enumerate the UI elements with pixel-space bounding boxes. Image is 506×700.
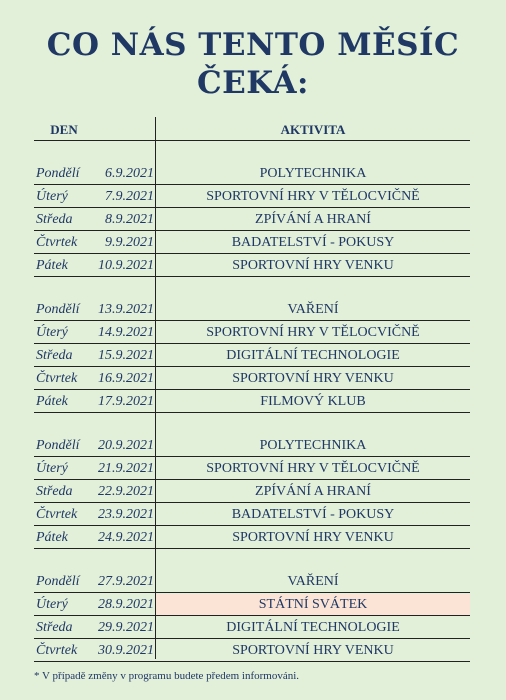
day-name: Středa — [36, 484, 73, 499]
title-line-1: CO NÁS TENTO MĚSÍC — [46, 27, 460, 63]
date: 21.9.2021 — [98, 461, 154, 476]
date: 17.9.2021 — [98, 394, 154, 409]
day-name: Středa — [36, 348, 73, 363]
date: 29.9.2021 — [98, 620, 154, 635]
day-name: Úterý — [36, 325, 68, 340]
day-name: Čtvrtek — [36, 235, 78, 250]
activity: STÁTNÍ SVÁTEK — [156, 594, 470, 615]
activity: POLYTECHNIKA — [259, 438, 367, 453]
date: 6.9.2021 — [105, 166, 154, 181]
activity: FILMOVÝ KLUB — [260, 394, 366, 409]
week-spacer — [34, 277, 470, 298]
header-aktivita: AKTIVITA — [280, 122, 346, 137]
date: 15.9.2021 — [98, 348, 154, 363]
date: 23.9.2021 — [98, 507, 154, 522]
activity: SPORTOVNÍ HRY VENKU — [232, 258, 394, 273]
day-name: Středa — [36, 212, 73, 227]
table-row — [34, 639, 470, 662]
title-line-2: ČEKÁ: — [197, 65, 309, 101]
activity: SPORTOVNÍ HRY VENKU — [232, 371, 394, 386]
activity: VAŘENÍ — [287, 574, 339, 589]
page-title — [0, 26, 506, 102]
table-row-holiday — [34, 593, 470, 616]
activity: POLYTECHNIKA — [259, 166, 367, 181]
day-name: Pondělí — [36, 574, 80, 589]
activity: SPORTOVNÍ HRY V TĚLOCVIČNĚ — [206, 189, 420, 204]
activity: BADATELSTVÍ - POKUSY — [231, 235, 395, 250]
day-name: Čtvrtek — [36, 507, 78, 522]
table-row — [34, 616, 470, 639]
table-row — [34, 162, 470, 185]
date: 16.9.2021 — [98, 371, 154, 386]
day-name: Pátek — [36, 394, 68, 409]
date: 7.9.2021 — [105, 189, 154, 204]
activity: ZPÍVÁNÍ A HRANÍ — [255, 212, 371, 227]
date: 14.9.2021 — [98, 325, 154, 340]
day-name: Pondělí — [36, 166, 80, 181]
table-row — [34, 526, 470, 549]
table-row — [34, 390, 470, 413]
date: 9.9.2021 — [105, 235, 154, 250]
header-den: DEN — [50, 122, 78, 137]
schedule-rows — [34, 141, 470, 662]
day-name: Pátek — [36, 258, 68, 273]
table-row — [34, 344, 470, 367]
table-row — [34, 480, 470, 503]
activity: VAŘENÍ — [287, 302, 339, 317]
day-name: Úterý — [36, 189, 68, 204]
date: 24.9.2021 — [98, 530, 154, 545]
date: 20.9.2021 — [98, 438, 154, 453]
date: 22.9.2021 — [98, 484, 154, 499]
activity: DIGITÁLNÍ TECHNOLOGIE — [226, 348, 400, 363]
date: 13.9.2021 — [98, 302, 154, 317]
table-row — [34, 298, 470, 321]
activity: SPORTOVNÍ HRY V TĚLOCVIČNĚ — [206, 325, 420, 340]
footnote: * V případě změny v programu budete předem informováni. — [34, 670, 300, 682]
date: 27.9.2021 — [98, 574, 154, 589]
activity: SPORTOVNÍ HRY V TĚLOCVIČNĚ — [206, 461, 420, 476]
day-name: Pondělí — [36, 438, 80, 453]
date: 28.9.2021 — [98, 597, 154, 612]
table-row — [34, 503, 470, 526]
activity: DIGITÁLNÍ TECHNOLOGIE — [226, 620, 400, 635]
day-name: Pondělí — [36, 302, 80, 317]
activity: SPORTOVNÍ HRY VENKU — [232, 643, 394, 658]
date: 10.9.2021 — [98, 258, 154, 273]
activity: ZPÍVÁNÍ A HRANÍ — [255, 484, 371, 499]
table-row — [34, 208, 470, 231]
table-row — [34, 254, 470, 277]
schedule-table — [34, 117, 470, 662]
week-spacer — [34, 413, 470, 434]
activity: SPORTOVNÍ HRY VENKU — [232, 530, 394, 545]
day-name: Úterý — [36, 597, 68, 612]
table-row — [34, 434, 470, 457]
table-row — [34, 321, 470, 344]
table-row — [34, 457, 470, 480]
day-name: Úterý — [36, 461, 68, 476]
day-name: Čtvrtek — [36, 371, 78, 386]
date: 30.9.2021 — [98, 643, 154, 658]
activity: BADATELSTVÍ - POKUSY — [231, 507, 395, 522]
day-name: Pátek — [36, 530, 68, 545]
table-row — [34, 570, 470, 593]
day-name: Čtvrtek — [36, 643, 78, 658]
table-header — [34, 117, 470, 141]
week-spacer — [34, 549, 470, 570]
table-row — [34, 231, 470, 254]
table-row — [34, 367, 470, 390]
table-row — [34, 185, 470, 208]
week-spacer — [34, 141, 470, 162]
day-name: Středa — [36, 620, 73, 635]
date: 8.9.2021 — [105, 212, 154, 227]
